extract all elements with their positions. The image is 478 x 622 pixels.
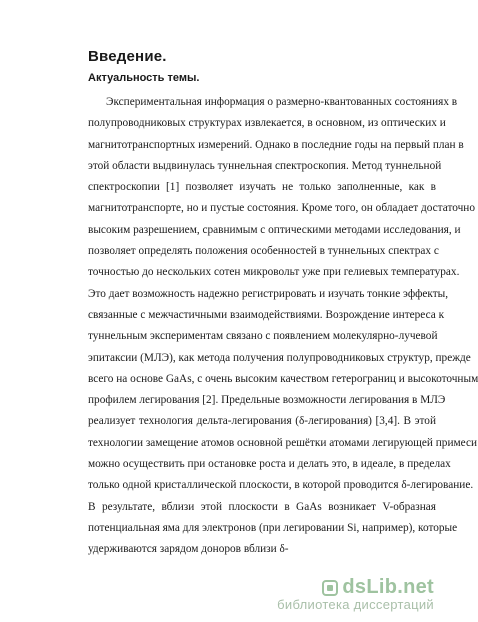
page-title: Введение. [88,48,167,65]
text-line: всего на основе GaAs, с очень высоким качеством гетерограниц и высокоточным [88,372,478,385]
text-line: В результате, вблизи этой плоскости в GaAs возникает V-образная [88,500,436,513]
text-line: можно осуществить при остановке роста и делать это, в идеале, в пределах [88,458,451,471]
dslib-logo-icon [322,580,338,596]
watermark-logo [277,576,434,599]
text-line: только одной кристаллической плоскости, в которой проводится δ-легирование. [88,479,474,492]
text-line: позволяет определять положения особенностей в туннельных спектрах с [88,245,439,258]
body-paragraph [88,92,478,561]
text-line: точностью до нескольких сотен микровольт уже при гелиевых температурах. [88,266,460,279]
text-line: связанные с межчастичными взаимодействиями. Возрождение интереса к [88,308,445,321]
text-line: эпитаксии (МЛЭ), как метода получения полупроводниковых структур, прежде [88,351,471,364]
text-line: магнитотранспортных измерений. Однако в последние годы на первый план в [88,138,464,151]
text-line: профилем легирования [2]. Предельные возможности легирования в МЛЭ [88,394,446,407]
text-line: Экспериментальная информация о размерно-квантованных состояниях в [106,96,458,108]
text-line: реализует технология дельта-легирования (δ-легирования) [3,4]. В этой [88,415,436,428]
text-line: этой области выдвинулась туннельная спектроскопия. Метод туннельной [88,159,442,172]
text-line: Это дает возможность надежно регистрировать и изучать тонкие эффекты, [88,287,449,300]
text-line: магнитотранспорте, но и пустые состояния. Кроме того, он обладает достаточно [88,202,475,215]
section-subtitle: Актуальность темы. [88,72,200,84]
text-line: технологии замещение атомов основной решётки атомами легирующей примеси [88,436,478,449]
text-line: спектроскопии [1] позволяет изучать не только заполненные, как в [88,181,436,194]
watermark-subtitle: библиотека диссертаций [277,597,434,612]
watermark [277,576,434,612]
text-line: туннельным экспериментам связано с появлением молекулярно-лучевой [88,330,438,343]
text-line: потенциальная яма для электронов (при легировании Si, например), которые [88,521,458,534]
text-line: удерживаются зарядом доноров вблизи δ- [88,543,289,556]
text-line: высоким разрешением, сравнимым с оптическими методами исследования, и [88,223,461,236]
text-line: полупроводниковых структурах извлекается, в основном, из оптических и [88,117,446,130]
watermark-logo-text: dsLib.net [342,576,434,598]
